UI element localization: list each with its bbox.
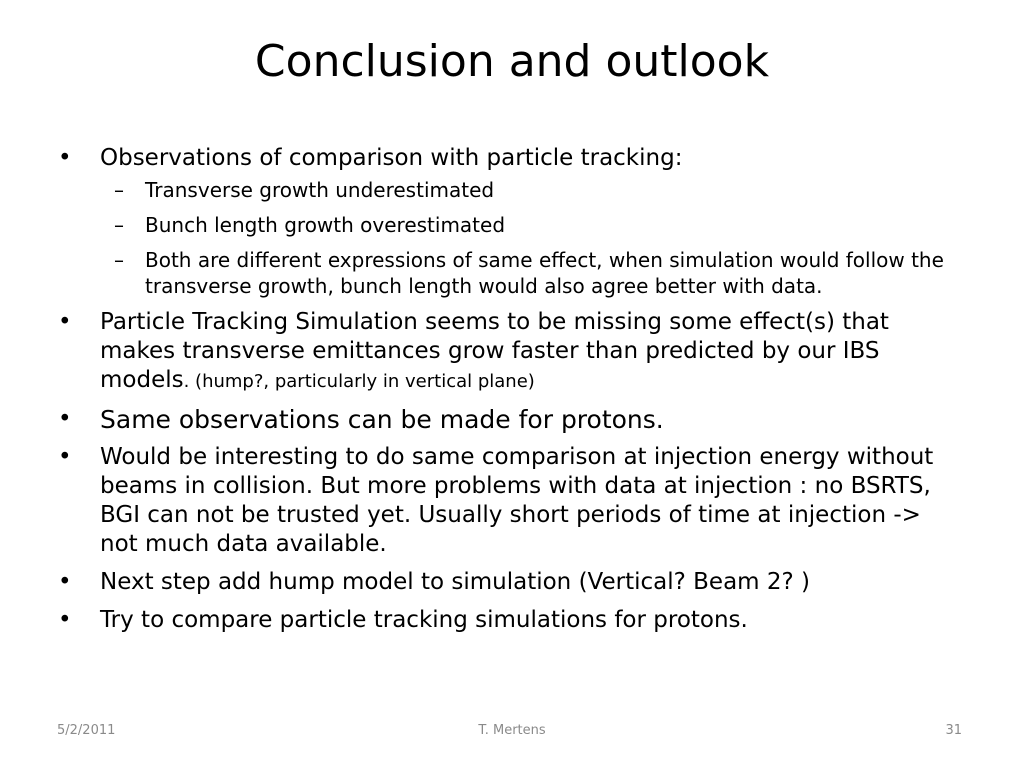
sub-bullet-text: Both are different expressions of same effect, when simulation would follow the transverse growth, bunch length would also agree better with data. bbox=[145, 248, 944, 298]
sub-bullet-item bbox=[100, 247, 958, 299]
bullet-text: Same observations can be made for protons. bbox=[100, 405, 664, 434]
bullet-item bbox=[58, 568, 958, 597]
bullet-list bbox=[58, 144, 958, 644]
dash-marker: – bbox=[114, 213, 124, 237]
sub-bullet-text: Transverse growth underestimated bbox=[145, 178, 495, 202]
sub-bullet-item bbox=[100, 177, 958, 203]
slide-title: Conclusion and outlook bbox=[254, 36, 770, 87]
bullet-marker: • bbox=[58, 406, 72, 432]
bullet-marker: • bbox=[58, 145, 72, 171]
bullet-item bbox=[58, 405, 958, 434]
bullet-marker: • bbox=[58, 569, 72, 595]
bullet-note: . (hump?, particularly in vertical plane) bbox=[183, 371, 535, 392]
bullet-marker: • bbox=[58, 607, 72, 633]
footer-date: 5/2/2011 bbox=[57, 723, 116, 738]
bullet-marker: • bbox=[58, 444, 72, 470]
footer-author: T. Mertens bbox=[478, 723, 546, 738]
bullet-text: Would be interesting to do same comparison at injection energy without beams in collision. But more problems with data at injection : no BSRTS, BGI can not be trusted yet. Usually short periods of time at injection -> not much data available. bbox=[100, 444, 934, 557]
bullet-text: Observations of comparison with particle tracking: bbox=[100, 145, 683, 171]
bullet-text: Next step add hump model to simulation (Vertical? Beam 2? ) bbox=[100, 569, 811, 595]
bullet-item bbox=[58, 606, 958, 635]
dash-marker: – bbox=[114, 248, 124, 272]
bullet-item bbox=[58, 308, 958, 396]
footer-page-number: 31 bbox=[945, 723, 962, 738]
bullet-marker: • bbox=[58, 309, 72, 335]
bullet-item bbox=[58, 144, 958, 299]
sub-bullet-list bbox=[100, 177, 958, 299]
sub-bullet-text: Bunch length growth overestimated bbox=[145, 213, 506, 237]
bullet-item bbox=[58, 443, 958, 559]
dash-marker: – bbox=[114, 178, 124, 202]
bullet-text: Try to compare particle tracking simulations for protons. bbox=[100, 607, 748, 633]
bullet-text: Particle Tracking Simulation seems to be missing some effect(s) that makes transverse emittances grow faster than predicted by our IBS models bbox=[100, 309, 889, 393]
sub-bullet-item bbox=[100, 212, 958, 238]
